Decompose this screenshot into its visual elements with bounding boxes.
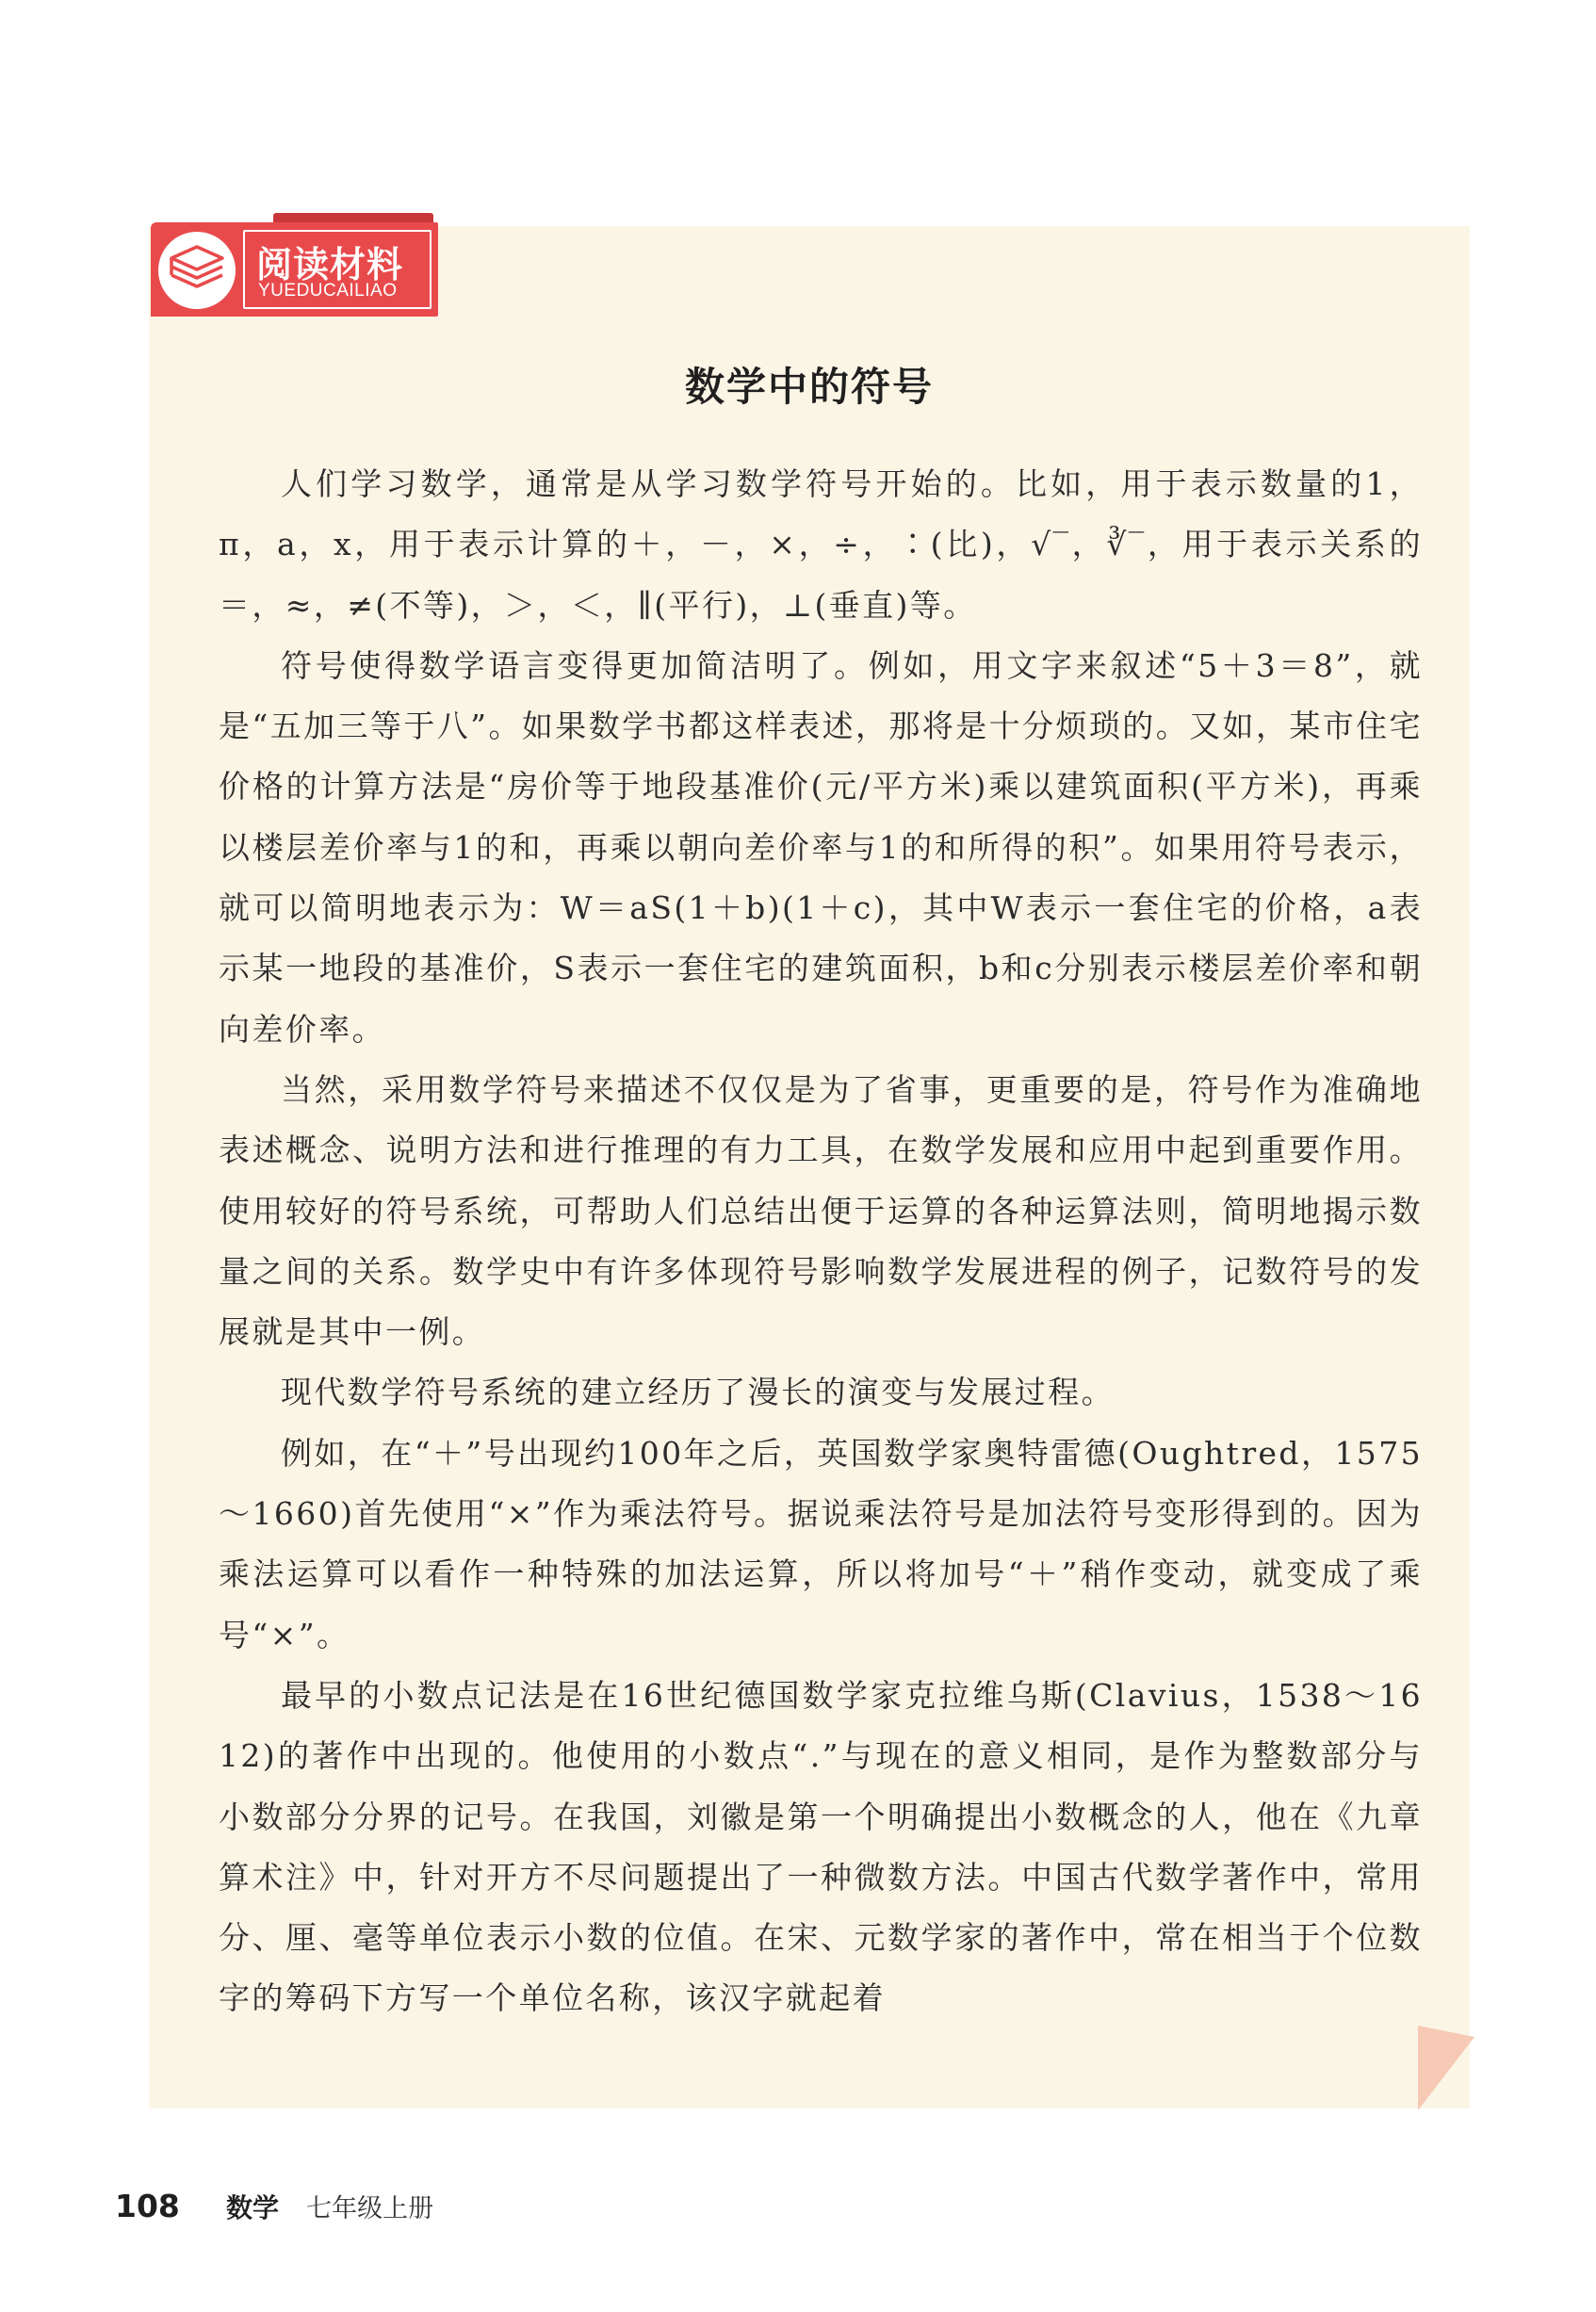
stacked-books-icon — [168, 243, 226, 298]
badge-title: 阅读材料 — [256, 244, 404, 285]
paragraph-6: 最早的小数点记法是在16世纪德国数学家克拉维乌斯(Clavius，1538～1612)的著作中出现的。他使用的小数点“.”与现在的意义相同，是作为整数部分与小数部分分界的记号。在我国，刘徽是第一个明确提出小数概念的人，他在《九章算术注》中，针对开方不尽问题提出了一种微数方法。中国古代数学著作中，常用分、厘、毫等单位表示小数的位值。在宋、元数学家的著作中，常在相当于个位数字的筹码下方写一个单位名称，该汉字就起着 — [219, 1676, 1423, 2017]
article-title: 数学中的符号 — [684, 364, 934, 410]
reading-material-badge — [151, 213, 443, 318]
page-footer — [115, 2188, 433, 2225]
badge-subtitle: YUEDUCAILIAO — [258, 281, 398, 301]
book-grade: 七年级上册 — [306, 2194, 434, 2223]
paragraph-4: 现代数学符号系统的建立经历了漫长的演变与发展过程。 — [281, 1374, 1115, 1411]
paragraph-2: 符号使得数学语言变得更加简洁明了。例如，用文字来叙述“5＋3＝8”，就是“五加三等于八”。如果数学书都这样表述，那将是十分烦琐的。又如，某市住宅价格的计算方法是“房价等于地段基准价(元/平方米)乘以建筑面积(平方米)，再乘以楼层差价率与1的和，再乘以朝向差价率与1的和所得的积”。如果用符号表示，就可以简明地表示为：W＝aS(1＋b)(1＋c)，其中W表示一套住宅的价格，a表示某一地段的基准价，S表示一套住宅的建筑面积，b和c分别表示楼层差价率和朝向差价率。 — [219, 646, 1423, 1048]
book-title: 数学 — [225, 2192, 279, 2223]
page-number: 108 — [115, 2188, 180, 2224]
paragraph-5: 例如，在“＋”号出现约100年之后，英国数学家奥特雷德(Oughtred，1575～1660)首先使用“×”作为乘法符号。据说乘法符号是加法符号变形得到的。因为乘法运算可以看作一种特殊的加法运算，所以将加号“＋”稍作变动，就变成了乘号“×”。 — [219, 1434, 1423, 1653]
paragraph-1: 人们学习数学，通常是从学习数学符号开始的。比如，用于表示数量的1，π，a，x，用于表示计算的＋，－，×，÷，∶(比)，√‾，∛‾，用于表示关系的＝，≈，≠(不等)，＞，＜，∥(平行)，⊥(垂直)等。 — [219, 465, 1423, 624]
paragraph-3: 当然，采用数学符号来描述不仅仅是为了省事，更重要的是，符号作为准确地表述概念、说明方法和进行推理的有力工具，在数学发展和应用中起到重要作用。使用较好的符号系统，可帮助人们总结出便于运算的各种运算法则，简明地揭示数量之间的关系。数学史中有许多体现符号影响数学发展进程的例子，记数符号的发展就是其中一例。 — [219, 1070, 1423, 1351]
article-body — [219, 454, 1423, 2029]
badge-icon-circle — [158, 232, 236, 309]
page-corner-fold — [1418, 2026, 1474, 2110]
